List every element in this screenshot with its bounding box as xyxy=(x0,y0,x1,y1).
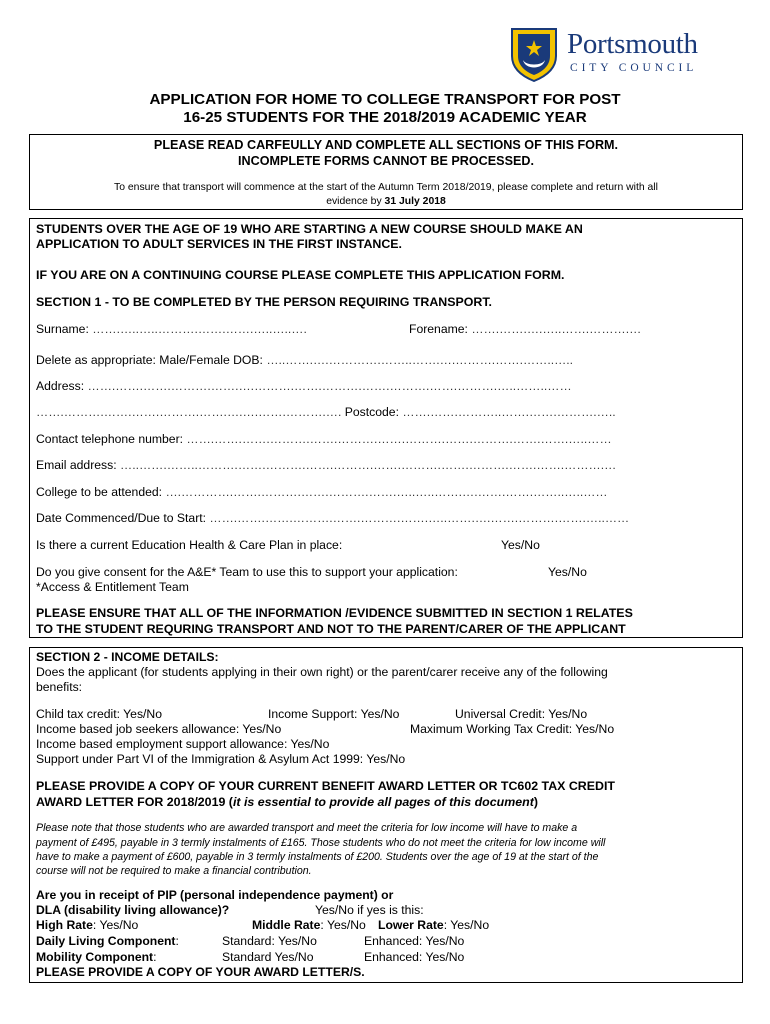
provide-benefit-letter-emphasis: it is essential to provide all pages of this document xyxy=(232,795,534,809)
surname-label: Surname: xyxy=(36,322,89,336)
middle-rate-value: : Yes/No xyxy=(320,918,366,932)
asylum-support-option[interactable]: Support under Part VI of the Immigration & Asylum Act 1999: Yes/No xyxy=(36,752,406,766)
middle-rate-label: Middle Rate xyxy=(252,918,321,932)
universal-credit-option[interactable]: Universal Credit: Yes/No xyxy=(455,707,588,721)
phone-field[interactable]: …….…….…….……….…….……….…….……….…….……….…….…….…..…… xyxy=(186,432,612,446)
gender-dob-row xyxy=(36,353,573,368)
mobility-row xyxy=(36,950,157,965)
notice-line-2: INCOMPLETE FORMS CANNOT BE PROCESSED. xyxy=(238,154,534,168)
child-tax-credit-option[interactable]: Child tax credit: Yes/No xyxy=(36,707,163,721)
over-19-line-2: APPLICATION TO ADULT SERVICES IN THE FIRST INSTANCE. xyxy=(36,237,402,251)
college-field[interactable]: ….………….…….……….…….……….…….…..…..…….….…….…….……..…..…… xyxy=(165,485,608,499)
high-rate-row[interactable] xyxy=(36,918,138,933)
continuing-course-note: IF YOU ARE ON A CONTINUING COURSE PLEASE COMPLETE THIS APPLICATION FORM. xyxy=(36,268,565,282)
address-postcode-row xyxy=(36,405,616,420)
mobility-colon: : xyxy=(153,950,157,964)
income-support-option[interactable]: Income Support: Yes/No xyxy=(268,707,400,721)
form-title-line-2: 16-25 STUDENTS FOR THE 2018/2019 ACADEMIC YEAR xyxy=(183,109,587,126)
address-field[interactable]: …….…….…….……….…….….……….…….……….…….……….…….……….…..……..…… xyxy=(87,379,572,393)
high-rate-value: : Yes/No xyxy=(92,918,139,932)
middle-rate-row[interactable] xyxy=(252,918,366,933)
section-2-box xyxy=(29,647,743,983)
council-logo xyxy=(508,26,728,86)
daily-living-enhanced-option[interactable]: Enhanced: Yes/No xyxy=(364,934,465,948)
council-logo-subtitle: CITY COUNCIL xyxy=(570,62,698,74)
email-label: Email address: xyxy=(36,458,117,472)
surname-field[interactable]: …….…..…..……….…….…….…..…..…. xyxy=(92,322,307,336)
surname-row xyxy=(36,322,307,337)
max-working-tax-credit-option[interactable]: Maximum Working Tax Credit: Yes/No xyxy=(410,722,615,736)
forename-row xyxy=(409,322,641,337)
payment-note-line-2: payment of £495, payable in 3 termly instalments of £165. Those students who do not meet the criteria for low income will xyxy=(36,837,606,849)
section-1-heading: SECTION 1 - TO BE COMPLETED BY THE PERSON REQUIRING TRANSPORT. xyxy=(36,295,492,309)
payment-note-line-4: course will not be required to make a financial contribution. xyxy=(36,865,312,877)
pip-question-line-1: Are you in receipt of PIP (personal independence payment) or xyxy=(36,888,394,902)
start-date-label: Date Commenced/Due to Start: xyxy=(36,511,207,525)
council-logo-name: Portsmouth xyxy=(567,28,698,60)
college-row xyxy=(36,485,608,500)
provide-benefit-letter-line-1: PLEASE PROVIDE A COPY OF YOUR CURRENT BENEFIT AWARD LETTER OR TC602 TAX CREDIT xyxy=(36,779,615,793)
notice-line-3: To ensure that transport will commence at the start of the Autumn Term 2018/2019, please complete and return with all xyxy=(114,182,658,193)
daily-living-row xyxy=(36,934,179,949)
lower-rate-label: Lower Rate xyxy=(378,918,444,932)
benefits-intro-line-1: Does the applicant (for students applying in their own right) or the parent/carer receive any of the following xyxy=(36,665,608,679)
over-19-line-1: STUDENTS OVER THE AGE OF 19 WHO ARE STARTING A NEW COURSE SHOULD MAKE AN xyxy=(36,222,583,236)
award-letters-note: PLEASE PROVIDE A COPY OF YOUR AWARD LETTER/S. xyxy=(36,965,365,979)
notice-deadline-text: evidence by xyxy=(326,196,385,207)
provide-benefit-letter-line-2 xyxy=(36,795,538,810)
postcode-field[interactable]: …….…….………..…….…….……….….. xyxy=(402,405,616,419)
start-date-field[interactable]: …….…….…….……….…….……….…….…..…….….…….……….…….…..…… xyxy=(209,511,630,525)
forename-field[interactable]: …….…….….…..…….……….… xyxy=(471,322,642,336)
start-date-row xyxy=(36,511,629,526)
section-1-box xyxy=(29,218,743,638)
mobility-enhanced-option[interactable]: Enhanced: Yes/No xyxy=(364,950,465,964)
provide-benefit-letter-main: AWARD LETTER FOR 2018/2019 ( xyxy=(36,795,233,809)
ensure-note-line-1: PLEASE ENSURE THAT ALL OF THE INFORMATION /EVIDENCE SUBMITTED IN SECTION 1 RELATES xyxy=(36,606,633,620)
crest-icon xyxy=(508,26,560,82)
notice-line-1: PLEASE READ CARFEULLY AND COMPLETE ALL SECTIONS OF THIS FORM. xyxy=(153,138,619,152)
lower-rate-value: : Yes/No xyxy=(443,918,490,932)
consent-footnote: *Access & Entitlement Team xyxy=(36,580,189,594)
notice-deadline-date: 31 July 2018 xyxy=(384,196,446,207)
daily-living-standard-option[interactable]: Standard: Yes/No xyxy=(222,934,317,948)
address-line-2-field[interactable]: …….……….…….…….……….…….….….…….……….…. xyxy=(36,405,342,419)
pip-answer[interactable]: Yes/No if yes is this: xyxy=(315,903,424,917)
phone-label: Contact telephone number: xyxy=(36,432,184,446)
provide-benefit-letter-close: ) xyxy=(533,795,538,809)
jsa-option[interactable]: Income based job seekers allowance: Yes/No xyxy=(36,722,282,736)
esa-option[interactable]: Income based employment support allowance: Yes/No xyxy=(36,737,330,751)
mobility-standard-option[interactable]: Standard Yes/No xyxy=(222,950,314,964)
form-title-line-1: APPLICATION FOR HOME TO COLLEGE TRANSPORT FOR POST xyxy=(149,91,621,108)
gender-dob-label: Delete as appropriate: Male/Female DOB: xyxy=(36,353,263,367)
notice-line-4 xyxy=(30,195,742,208)
college-label: College to be attended: xyxy=(36,485,163,499)
email-field[interactable]: …..…….……..……….…….……….…….……….…….……….…….……….…….…….……….… xyxy=(120,458,617,472)
email-row xyxy=(36,458,616,473)
notice-box xyxy=(29,134,743,210)
payment-note-line-1: Please note that those students who are awarded transport and meet the criteria for low income will have to make a xyxy=(36,822,578,834)
consent-answer[interactable]: Yes/No xyxy=(548,565,587,579)
pip-question-line-2: DLA (disability living allowance)? xyxy=(36,903,230,917)
benefits-intro-line-2: benefits: xyxy=(36,680,83,694)
consent-question: Do you give consent for the A&E* Team to use this to support your application: xyxy=(36,565,458,579)
forename-label: Forename: xyxy=(409,322,468,336)
lower-rate-row[interactable] xyxy=(378,918,489,933)
ehcp-question: Is there a current Education Health & Care Plan in place: xyxy=(36,538,343,552)
mobility-label: Mobility Component xyxy=(36,950,154,964)
high-rate-label: High Rate xyxy=(36,918,93,932)
phone-row xyxy=(36,432,612,447)
address-row xyxy=(36,379,572,394)
ensure-note-line-2: TO THE STUDENT REQURING TRANSPORT AND NOT TO THE PARENT/CARER OF THE APPLICANT xyxy=(36,622,626,636)
daily-living-label: Daily Living Component xyxy=(36,934,176,948)
payment-note-line-3: have to make a payment of £600, payable in 3 termly instalments of £200. Students over the age of 19 at the start of the xyxy=(36,851,599,863)
address-label: Address: xyxy=(36,379,85,393)
section-2-heading: SECTION 2 - INCOME DETAILS: xyxy=(36,650,219,664)
dob-field[interactable]: …..…….….………….……..…….….……….…….……..….. xyxy=(266,353,574,367)
daily-living-colon: : xyxy=(175,934,179,948)
postcode-label: Postcode: xyxy=(344,405,399,419)
ehcp-answer[interactable]: Yes/No xyxy=(501,538,540,552)
